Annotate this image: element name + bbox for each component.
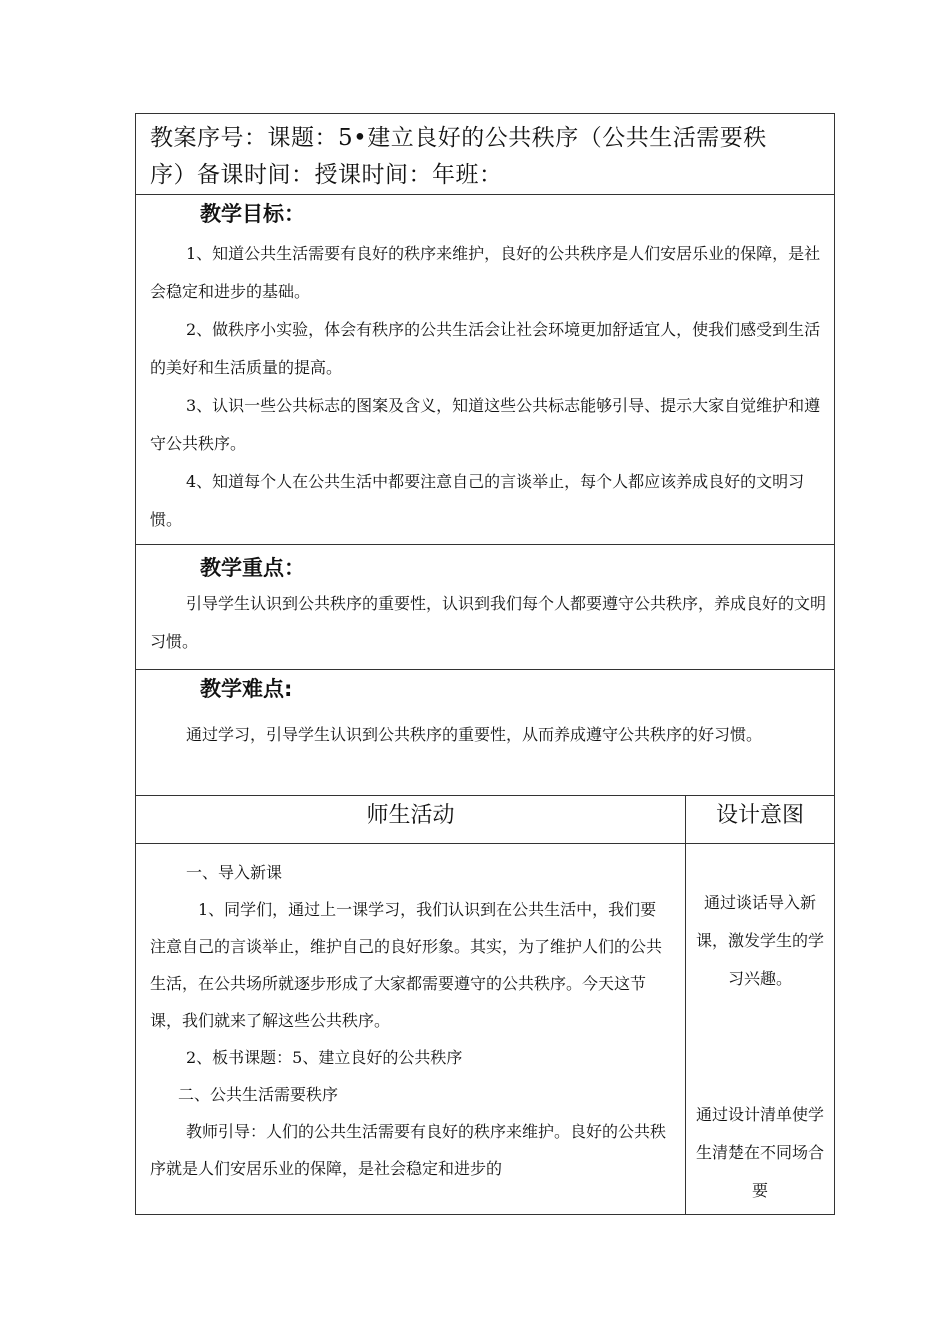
lesson-header: [135, 113, 835, 194]
section-heading: 一、导入新课: [186, 863, 283, 882]
header-line-1: 教案序号：课题：5•建立良好的公共秩序（公共生活需要秩: [150, 125, 767, 151]
intent-note: 通过谈话导入新课，激发学生的学习兴趣。: [695, 893, 824, 988]
goals-title: 教学目标：: [200, 202, 305, 226]
header-line-2: 序）备课时间：授课时间：年班：: [150, 162, 503, 188]
teaching-goals-section: [135, 194, 835, 544]
teaching-focus-section: [135, 544, 835, 669]
section-heading: 二、公共生活需要秩序: [178, 1085, 339, 1104]
lesson-plan: [135, 113, 835, 1215]
goal-item: 3、认识一些公共标志的图案及含义，知道这些公共标志能够引导、提示大家自觉维护和遵守公共秩序。: [150, 396, 821, 453]
activity-table-row: [135, 843, 835, 1215]
activity-table-header: [135, 795, 835, 843]
difficulty-text: 通过学习，引导学生认识到公共秩序的重要性，从而养成遵守公共秩序的好习惯。: [186, 725, 763, 744]
column-header-intent: 设计意图: [715, 803, 804, 828]
difficulty-title: 教学难点:: [200, 677, 293, 701]
activity-paragraph: 2、板书课题：5、建立良好的公共秩序: [186, 1048, 463, 1067]
focus-title: 教学重点：: [200, 556, 305, 580]
activity-paragraph: 1、同学们，通过上一课学习，我们认识到在公共生活中，我们要注意自己的言谈举止，维护自己的良好形象。其实，为了维护人们的公共生活，在公共场所就逐步形成了大家都需要遵守的公共秩序。今天这节课，我们就来了解这些公共秩序。: [150, 900, 663, 1030]
goal-item: 4、知道每个人在公共生活中都要注意自己的言谈举止，每个人都应该养成良好的文明习惯。: [150, 472, 805, 529]
intent-note: 通过设计清单使学生清楚在不同场合要: [695, 1105, 824, 1200]
teaching-difficulty-section: [135, 669, 835, 795]
column-header-activity: 师生活动: [136, 796, 686, 843]
focus-text: 引导学生认识到公共秩序的重要性，认识到我们每个人都要遵守公共秩序，养成良好的文明习惯。: [150, 594, 827, 651]
goal-item: 1、知道公共生活需要有良好的秩序来维护，良好的公共秩序是人们安居乐业的保障，是社会稳定和进步的基础。: [150, 244, 821, 301]
activity-cell: [136, 844, 686, 1214]
goal-item: 2、做秩序小实验，体会有秩序的公共生活会让社会环境更加舒适宜人，使我们感受到生活的美好和生活质量的提高。: [150, 320, 821, 377]
activity-paragraph: 教师引导：人们的公共生活需要有良好的秩序来维护。良好的公共秩序就是人们安居乐业的保障，是社会稳定和进步的: [150, 1122, 667, 1178]
intent-cell: [686, 844, 834, 1214]
